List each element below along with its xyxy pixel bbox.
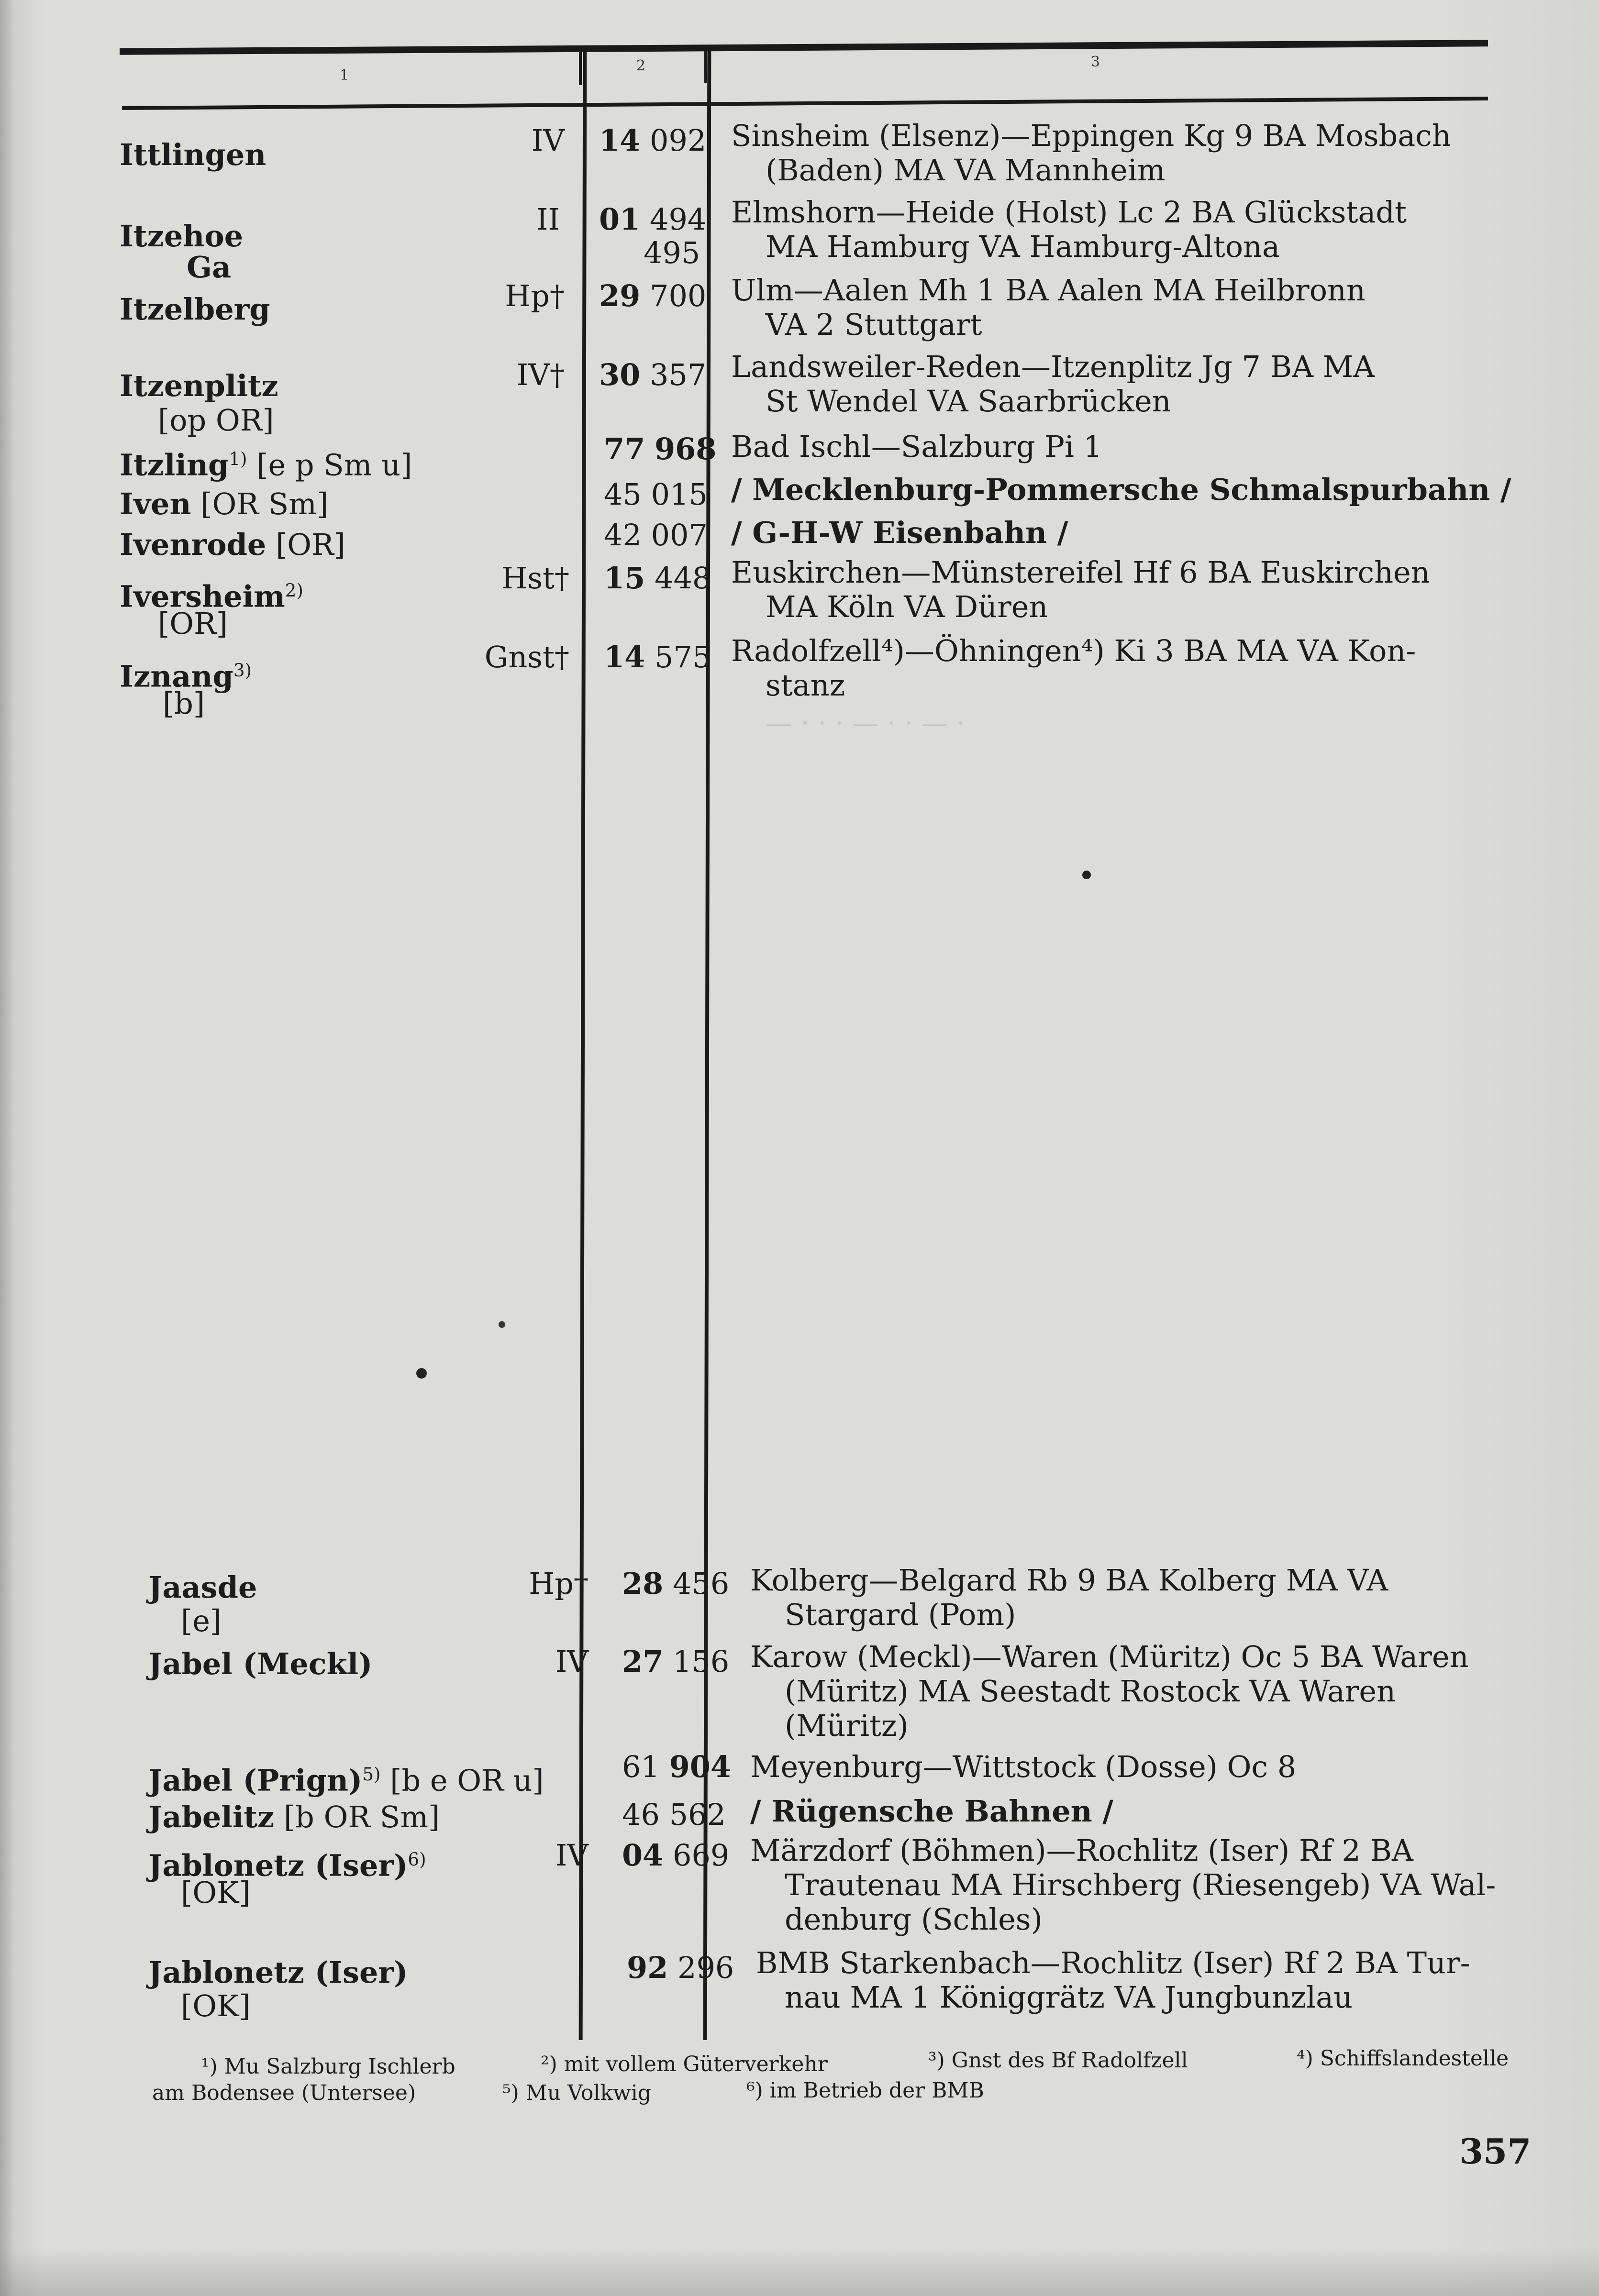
scan-edge bbox=[0, 2248, 1599, 2296]
station-subname: [e] bbox=[181, 1603, 222, 1638]
header-rule-bottom bbox=[122, 97, 1488, 110]
route-line: Märzdorf (Böhmen)—Rochlitz (Iser) Rf 2 BA bbox=[750, 1833, 1413, 1868]
station-name-row: Iznang$^{3)}$ bbox=[120, 659, 252, 694]
route-line: Elmshorn—Heide (Holst) Lc 2 BA Glückstadt bbox=[731, 195, 1407, 230]
station-subname: Ga bbox=[187, 250, 232, 285]
station-name-row: Jabel (Prign)$^{5)}$ [b e OR u] bbox=[148, 1763, 544, 1798]
station-category: IV bbox=[555, 1838, 589, 1873]
route-line: (Baden) MA VA Mannheim bbox=[766, 153, 1166, 188]
route-line: Radolfzell⁴)—Öhningen⁴) Ki 3 BA MA VA Kon- bbox=[731, 633, 1416, 668]
station-category: IV bbox=[531, 123, 565, 158]
bleed-through: — · · · — · · — · bbox=[766, 708, 966, 739]
station-subname: [op OR] bbox=[158, 403, 274, 438]
footnote-2: ²) mit vollem Güterverkehr bbox=[541, 2052, 828, 2076]
route-line: BMB Starkenbach—Rochlitz (Iser) Rf 2 BA Tur- bbox=[756, 1945, 1470, 1980]
route-line: MA Köln VA Düren bbox=[766, 589, 1048, 624]
column-divider-left bbox=[579, 50, 587, 2040]
footnote-4: ⁴) Schiffslandestelle bbox=[1297, 2046, 1509, 2071]
station-code: 77 968 bbox=[604, 431, 717, 466]
footnote-5: ⁵) Mu Volkwig bbox=[502, 2081, 652, 2105]
route-line: Euskirchen—Münstereifel Hf 6 BA Euskirchen bbox=[731, 555, 1430, 590]
footnote-3: ³) Gnst des Bf Radolfzell bbox=[928, 2048, 1188, 2073]
station-code-secondary: 495 bbox=[644, 235, 700, 270]
route-line: nau MA 1 Königgrätz VA Jungbunzlau bbox=[785, 1980, 1353, 2015]
station-code: 30 357 bbox=[599, 357, 707, 392]
station-category: Hp† bbox=[505, 278, 565, 313]
station-code: 14 092 bbox=[599, 123, 707, 158]
station-name: Itzelberg bbox=[120, 292, 270, 327]
route-line: stanz bbox=[766, 668, 845, 703]
route-line: St Wendel VA Saarbrücken bbox=[766, 384, 1171, 419]
route-line: Landsweiler-Reden—Itzenplitz Jg 7 BA MA bbox=[731, 349, 1375, 384]
station-category: IV† bbox=[516, 357, 565, 392]
route-line: VA 2 Stuttgart bbox=[766, 307, 982, 342]
railway-name: / Mecklenburg-Pommersche Schmalspurbahn / bbox=[731, 472, 1511, 507]
route-line: (Müritz) MA Seestadt Rostock VA Waren bbox=[785, 1674, 1396, 1709]
column-number-1: 1 bbox=[340, 67, 349, 84]
station-name: Jablonetz (Iser) bbox=[148, 1955, 408, 1990]
ink-speck bbox=[499, 1321, 505, 1328]
route-line: Stargard (Pom) bbox=[785, 1597, 1016, 1632]
route-line: Karow (Meckl)—Waren (Müritz) Oc 5 BA Waren bbox=[750, 1639, 1469, 1674]
station-code: 29 700 bbox=[599, 278, 707, 313]
railway-name: / Rügensche Bahnen / bbox=[750, 1794, 1113, 1829]
ink-speck bbox=[416, 1368, 427, 1379]
station-name-row: Jabelitz [b OR Sm] bbox=[148, 1799, 440, 1834]
ink-speck bbox=[1082, 871, 1091, 879]
header-tick-right bbox=[704, 50, 707, 83]
header-rule-top bbox=[120, 40, 1488, 55]
station-code: 45 015 bbox=[604, 477, 708, 512]
footnote-1: ¹) Mu Salzburg Ischlerb bbox=[201, 2054, 455, 2079]
station-category: Hp† bbox=[529, 1566, 589, 1601]
page-number: 357 bbox=[1459, 2131, 1532, 2172]
station-name: Itzenplitz bbox=[120, 368, 278, 403]
route-line: Bad Ischl—Salzburg Pi 1 bbox=[731, 429, 1102, 464]
station-name: Itzehoe bbox=[120, 219, 244, 254]
station-subname: [OR] bbox=[158, 606, 228, 641]
column-number-2: 2 bbox=[636, 57, 646, 74]
station-subname: [OK] bbox=[181, 1875, 251, 1910]
station-code: 04 669 bbox=[622, 1838, 730, 1873]
station-name-row: Iven [OR Sm] bbox=[120, 486, 329, 521]
footnote-1-continued: am Bodensee (Untersee) bbox=[152, 2081, 416, 2105]
station-code: 14 575 bbox=[604, 640, 711, 674]
station-code: 61 904 bbox=[622, 1749, 732, 1784]
station-name: Jaasde bbox=[148, 1570, 257, 1605]
station-code: 28 456 bbox=[622, 1566, 730, 1601]
station-code: 46 562 bbox=[622, 1797, 726, 1832]
station-category: Gnst† bbox=[484, 640, 569, 674]
route-line: (Müritz) bbox=[785, 1708, 909, 1743]
route-line: Kolberg—Belgard Rb 9 BA Kolberg MA VA bbox=[750, 1563, 1388, 1598]
station-name-row: Jablonetz (Iser)$^{6)}$ bbox=[148, 1848, 426, 1883]
station-name: Jabel (Meckl) bbox=[148, 1646, 373, 1681]
station-category: Hst† bbox=[501, 561, 569, 596]
column-number-3: 3 bbox=[1091, 54, 1100, 70]
header-tick-left bbox=[579, 52, 582, 85]
station-code: 15 448 bbox=[604, 561, 711, 596]
station-code: 92 296 bbox=[627, 1950, 734, 1985]
railway-name: / G-H-W Eisenbahn / bbox=[731, 515, 1068, 550]
route-line: denburg (Schles) bbox=[785, 1902, 1043, 1937]
station-category: IV bbox=[555, 1644, 589, 1679]
station-category: II bbox=[536, 202, 560, 237]
station-code: 27 156 bbox=[622, 1644, 730, 1679]
station-name-row: Ivenrode [OR] bbox=[120, 527, 345, 562]
column-divider-right bbox=[703, 50, 711, 2040]
route-line: Ulm—Aalen Mh 1 BA Aalen MA Heilbronn bbox=[731, 273, 1366, 308]
station-name-row: Iversheim$^{2)}$ bbox=[120, 579, 303, 614]
station-code: 42 007 bbox=[604, 518, 708, 552]
station-name: Ittlingen bbox=[120, 137, 266, 172]
route-line: Sinsheim (Elsenz)—Eppingen Kg 9 BA Mosbach bbox=[731, 118, 1451, 153]
footnote-6: ⁶) im Betrieb der BMB bbox=[746, 2078, 984, 2103]
route-line: Meyenburg—Wittstock (Dosse) Oc 8 bbox=[750, 1749, 1297, 1784]
station-code: 01 494 bbox=[599, 202, 707, 237]
station-subname: [b] bbox=[163, 686, 205, 721]
route-line: Trautenau MA Hirschberg (Riesengeb) VA Wal- bbox=[785, 1867, 1496, 1902]
station-name-row: Itzling$^{1)}$ [e p Sm u] bbox=[120, 447, 412, 483]
station-subname: [OK] bbox=[181, 1988, 251, 2023]
route-line: MA Hamburg VA Hamburg-Altona bbox=[766, 229, 1280, 264]
